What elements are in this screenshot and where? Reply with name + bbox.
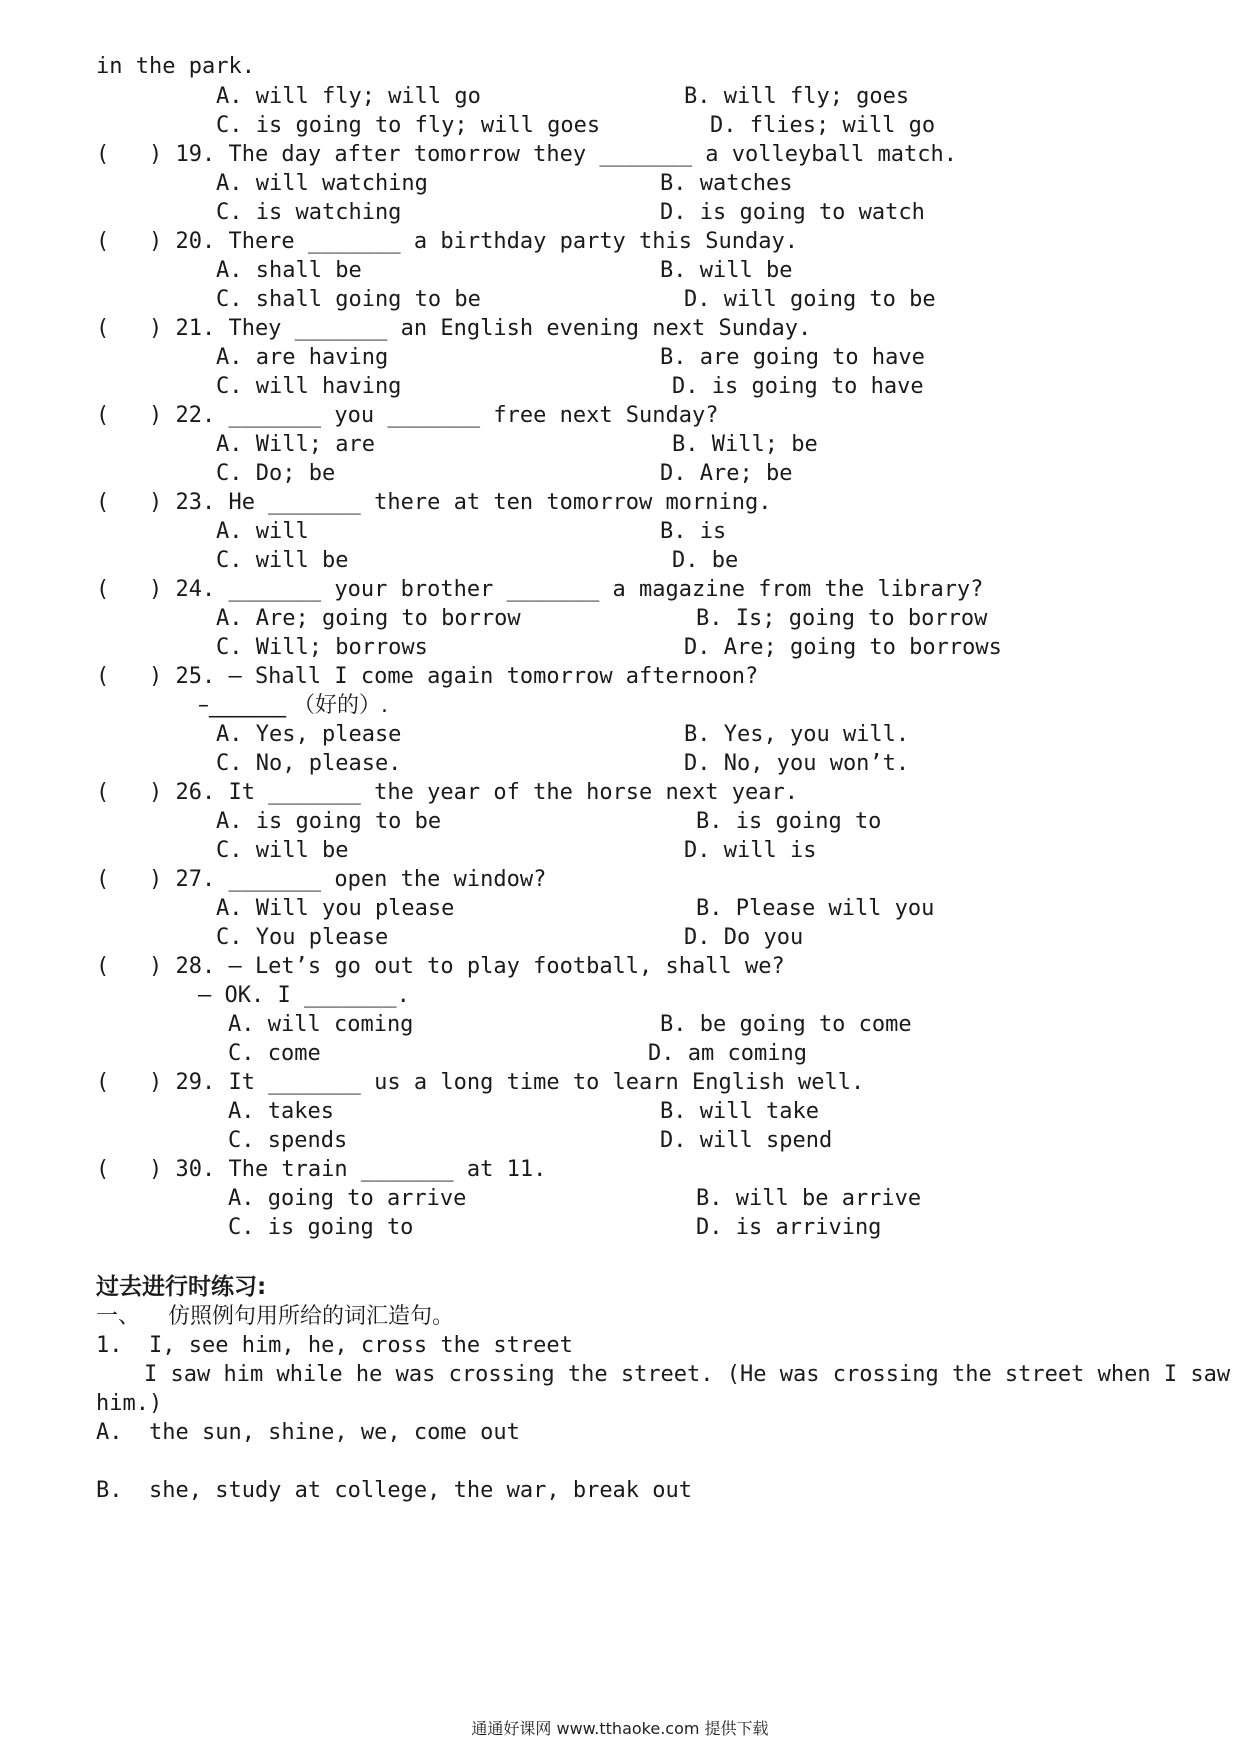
question-21-option-d: D. is going to have	[672, 374, 924, 399]
question-25-option-d: D. No, you won’t.	[684, 751, 910, 776]
question-21-option-b: B. are going to have	[660, 345, 925, 370]
question-23-option-a: A. will	[216, 519, 309, 544]
question-30-option-b: B. will be arrive	[696, 1186, 922, 1211]
question-21-option-c: C. will having	[216, 374, 402, 399]
question-21-stem: ( ) 21. They _______ an English evening next Sunday.	[96, 316, 812, 341]
question-19-option-a: A. will watching	[216, 171, 428, 196]
q18-option-a: A. will fly; will go	[216, 84, 481, 109]
question-25-reply: –_______ （好的）.	[198, 693, 388, 718]
question-19-option-c: C. is watching	[216, 200, 402, 225]
question-26-option-c: C. will be	[216, 838, 349, 863]
page-footer: 通通好课网 www.tthaoke.com 提供下载	[471, 1719, 769, 1738]
q18-option-b: B. will fly; goes	[684, 84, 910, 109]
example-sentence-line-2: him.)	[96, 1391, 163, 1416]
question-25-option-b: B. Yes, you will.	[684, 722, 910, 747]
question-28-stem: ( ) 28. – Let’s go out to play football, shall we?	[96, 954, 785, 979]
question-22-option-c: C. Do; be	[216, 461, 336, 486]
question-22-option-a: A. Will; are	[216, 432, 375, 457]
question-23-option-d: D. be	[672, 548, 739, 573]
question-20-option-d: D. will going to be	[684, 287, 936, 312]
question-23-option-b: B. is	[660, 519, 727, 544]
question-19-option-d: D. is going to watch	[660, 200, 925, 225]
question-26-stem: ( ) 26. It _______ the year of the horse next year.	[96, 780, 798, 805]
section-title: 过去进行时练习:	[96, 1274, 267, 1300]
question-25-option-c: C. No, please.	[216, 751, 402, 776]
question-28-option-c: C. come	[228, 1041, 321, 1066]
question-19-option-b: B. watches	[660, 171, 793, 196]
question-26-option-b: B. is going to	[696, 809, 882, 834]
question-28-option-a: A. will coming	[228, 1012, 414, 1037]
question-29-stem: ( ) 29. It _______ us a long time to learn English well.	[96, 1070, 865, 1095]
question-24-option-d: D. Are; going to borrows	[684, 635, 1002, 660]
question-19-stem: ( ) 19. The day after tomorrow they _______ a volleyball match.	[96, 142, 957, 167]
question-26-option-d: D. will is	[684, 838, 817, 863]
exercise-item-1: 1. I, see him, he, cross the street	[96, 1333, 573, 1358]
q18-option-d: D. flies; will go	[710, 113, 936, 138]
question-24-option-c: C. Will; borrows	[216, 635, 428, 660]
question-29-option-a: A. takes	[228, 1099, 334, 1124]
question-26-option-a: A. is going to be	[216, 809, 442, 834]
question-23-stem: ( ) 23. He _______ there at ten tomorrow morning.	[96, 490, 772, 515]
exercise-item-b: B. she, study at college, the war, break out	[96, 1478, 693, 1503]
question-25-option-a: A. Yes, please	[216, 722, 402, 747]
question-24-option-b: B. Is; going to borrow	[696, 606, 988, 631]
question-23-option-c: C. will be	[216, 548, 349, 573]
example-sentence-line-1: I saw him while he was crossing the street. (He was crossing the street when I saw	[144, 1362, 1231, 1387]
question-28-reply: – OK. I _______.	[198, 983, 410, 1008]
question-28-option-b: B. be going to come	[660, 1012, 912, 1037]
question-29-option-c: C. spends	[228, 1128, 348, 1153]
question-30-stem: ( ) 30. The train _______ at 11.	[96, 1157, 547, 1182]
question-20-option-a: A. shall be	[216, 258, 362, 283]
intro-line: in the park.	[96, 54, 255, 79]
q18-option-c: C. is going to fly; will goes	[216, 113, 601, 138]
question-29-option-d: D. will spend	[660, 1128, 833, 1153]
question-20-option-b: B. will be	[660, 258, 793, 283]
question-27-option-b: B. Please will you	[696, 896, 935, 921]
question-27-option-a: A. Will you please	[216, 896, 455, 921]
question-30-option-a: A. going to arrive	[228, 1186, 467, 1211]
question-29-option-b: B. will take	[660, 1099, 819, 1124]
question-24-stem: ( ) 24. _______ your brother _______ a magazine from the library?	[96, 577, 984, 602]
question-20-stem: ( ) 20. There _______ a birthday party this Sunday.	[96, 229, 798, 254]
exercise-item-a: A. the sun, shine, we, come out	[96, 1420, 520, 1445]
question-22-option-b: B. Will; be	[672, 432, 818, 457]
question-24-option-a: A. Are; going to borrow	[216, 606, 521, 631]
section-part-one: 一、 仿照例句用所给的词汇造句。	[96, 1304, 454, 1329]
question-22-option-d: D. Are; be	[660, 461, 793, 486]
question-22-stem: ( ) 22. _______ you _______ free next Sunday?	[96, 403, 719, 428]
question-20-option-c: C. shall going to be	[216, 287, 481, 312]
question-27-option-d: D. Do you	[684, 925, 804, 950]
question-27-option-c: C. You please	[216, 925, 389, 950]
question-28-option-d: D. am coming	[648, 1041, 807, 1066]
question-30-option-d: D. is arriving	[696, 1215, 882, 1240]
question-27-stem: ( ) 27. _______ open the window?	[96, 867, 547, 892]
question-21-option-a: A. are having	[216, 345, 389, 370]
question-25-stem: ( ) 25. – Shall I come again tomorrow afternoon?	[96, 664, 759, 689]
question-30-option-c: C. is going to	[228, 1215, 414, 1240]
